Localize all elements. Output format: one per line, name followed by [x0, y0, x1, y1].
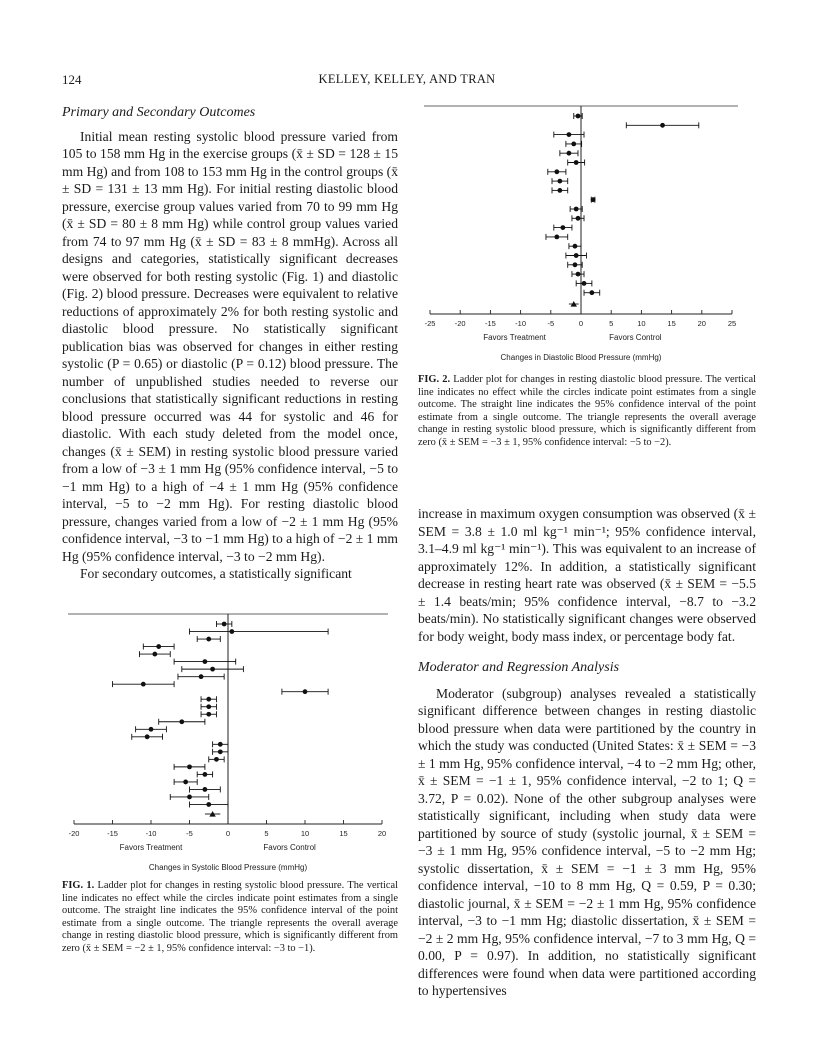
study-estimate [182, 666, 244, 672]
study-estimate [190, 801, 229, 807]
x-tick-label: -20 [454, 319, 466, 328]
point-estimate-dot [206, 697, 211, 702]
point-estimate-dot [218, 749, 223, 754]
study-estimate [174, 659, 236, 665]
study-estimate [216, 621, 231, 627]
section-heading-outcomes: Primary and Secondary Outcomes [62, 105, 256, 120]
study-estimate [201, 696, 216, 702]
point-estimate-dot [573, 262, 578, 267]
x-tick-label: 5 [609, 319, 614, 328]
figure-1-ladder-plot [62, 608, 398, 878]
study-estimate [626, 122, 698, 128]
study-estimate [566, 253, 587, 259]
study-estimate [178, 674, 224, 680]
study-estimate [132, 734, 163, 740]
point-estimate-dot [179, 719, 184, 724]
point-estimate-dot [206, 802, 211, 807]
point-estimate-dot [206, 704, 211, 709]
study-estimate [190, 629, 329, 635]
point-estimate-dot [206, 712, 211, 717]
point-estimate-dot [141, 682, 146, 687]
left-column [62, 104, 398, 583]
x-tick-label: -10 [515, 319, 527, 328]
study-estimate [159, 719, 205, 725]
study-estimate [197, 636, 220, 642]
point-estimate-dot [199, 674, 204, 679]
study-estimate [572, 215, 584, 221]
overall-average-estimate [569, 301, 579, 307]
overall-average-estimate [205, 811, 220, 817]
study-estimate [552, 178, 568, 184]
paragraph-primary-outcomes: Initial mean resting systolic blood pressure varied from 105 to 158 mm Hg in the exercise groups (x̄ ± SD = 128 ± 15 mm Hg) and from 108 to 153 mm Hg in the control groups (x̄ ± SD = 131 ± 13 mm Hg). For initial resting diastolic blood pressure, exercise group values varied from 70 to 99 mm Hg (x̄ ± SD = 80 ± 8 mm Hg) while control group values varied from 74 to 97 mm Hg (x̄ ± SD = 83 ± 8 mmHg). Across all designs and categories, statistically significant decreases were observed for both resting systolic (Fig. 1) and diastolic (Fig. 2) blood pressure. Decreases were equivalent to relative reductions of approximately 2% for both resting systolic and diastolic blood pressure. No statistically significant publication bias was observed for changes in either resting systolic (P = 0.65) or diastolic (P = 0.12) blood pressure. The number of unpublished studies needed to reverse our conclusions that statistically significant reductions in resting blood pressure occurred was 44 for systolic and 46 for diastolic. With each study deleted from the model once, changes (x̄ ± SEM) in resting systolic blood pressure varied from a low of −3 ± 1 mm Hg (95% confidence interval, −5 to −1 mm Hg) to a high of −4 ± 1 mm Hg (95% confidence interval, −5 to −2 mm Hg). For resting diastolic blood pressure, changes varied from a low of −2 ± 1 mm Hg (95% confidence interval, −3 to −1 mm Hg) to a high of −2 ± 1 mm Hg (95% confidence interval, −3 to −2 mm Hg). [62, 128, 398, 564]
x-tick-label: -20 [68, 829, 80, 838]
point-estimate-dot [183, 780, 188, 785]
study-estimate [584, 290, 600, 296]
figure-2-ladder-plot [418, 100, 756, 370]
study-estimate [201, 704, 216, 710]
study-estimate [170, 794, 209, 800]
x-tick-label: 15 [339, 829, 348, 838]
point-estimate-dot [557, 188, 562, 193]
point-estimate-dot [574, 160, 579, 165]
point-estimate-dot [206, 637, 211, 642]
study-estimate [174, 764, 205, 770]
point-estimate-dot [210, 667, 215, 672]
study-estimate [113, 681, 175, 687]
running-title: KELLEY, KELLEY, AND TRAN [318, 72, 496, 86]
point-estimate-dot [303, 689, 308, 694]
study-estimate [546, 234, 568, 240]
figure-1 [62, 608, 398, 956]
study-estimate [143, 644, 174, 650]
point-estimate-dot [573, 244, 578, 249]
point-estimate-dot [557, 179, 562, 184]
x-tick-label: 5 [264, 829, 269, 838]
x-tick-label: -5 [186, 829, 193, 838]
study-estimate [569, 243, 581, 249]
x-tick-label: -25 [424, 319, 436, 328]
study-estimate [576, 280, 592, 286]
study-estimate [190, 786, 221, 792]
figure-2 [418, 100, 756, 450]
x-tick-label: -15 [484, 319, 496, 328]
figure-2-caption-text: Ladder plot for changes in resting diastolic blood pressure. The vertical line indicates no effect while the circles indicate point estimates from a single outcome. The straight line indicates the 95% confidence interval of the point estimate from a single outcome. The triangle represents the overall average change in resting systolic blood pressure, which is significantly different from zero (x̄ ± SEM = −3 ± 1, 95% confidence interval: −5 to −2). [418, 374, 756, 448]
study-estimate [213, 749, 228, 755]
point-estimate-dot [145, 734, 150, 739]
x-tick-label: 10 [637, 319, 646, 328]
favors-control-label: Favors Control [263, 843, 316, 852]
x-tick-label: -10 [145, 829, 157, 838]
x-axis-label: Changes in Diastolic Blood Pressure (mmHg) [500, 353, 662, 362]
study-estimate [552, 187, 568, 193]
favors-treatment-label: Favors Treatment [483, 333, 546, 342]
point-estimate-dot [149, 727, 154, 732]
point-estimate-dot [187, 795, 192, 800]
x-tick-label: 20 [377, 829, 387, 838]
study-estimate [554, 225, 572, 231]
study-estimate [201, 711, 216, 717]
figure-1-caption-label: FIG. 1. [62, 880, 95, 891]
point-estimate-dot [218, 742, 223, 747]
study-estimate [560, 150, 578, 156]
study-estimate [209, 756, 224, 762]
point-estimate-dot [576, 216, 581, 221]
point-estimate-dot [229, 629, 234, 634]
point-estimate-dot [187, 764, 192, 769]
paragraph-secondary-outcomes: For secondary outcomes, a statistically significant [80, 566, 352, 581]
point-estimate-dot [582, 281, 587, 286]
point-estimate-dot [554, 235, 559, 240]
point-estimate-dot [214, 757, 219, 762]
point-estimate-dot [660, 123, 665, 128]
section-heading-moderator: Moderator and Regression Analysis [418, 660, 620, 675]
right-column [418, 505, 756, 1000]
point-estimate-dot [591, 197, 596, 202]
study-estimate [136, 726, 167, 732]
study-estimate [566, 141, 582, 147]
point-estimate-dot [567, 151, 572, 156]
point-estimate-dot [222, 622, 227, 627]
study-estimate [174, 779, 197, 785]
point-estimate-dot [203, 659, 208, 664]
point-estimate-dot [152, 652, 157, 657]
favors-treatment-label: Favors Treatment [119, 843, 183, 852]
running-header [62, 72, 752, 92]
figure-1-caption [62, 880, 398, 956]
study-estimate [197, 771, 212, 777]
figure-1-caption-text: Ladder plot for changes in resting systolic blood pressure. The vertical line indicates no effect while the circles indicate point estimates from a single outcome. The straight line indicates the 95% confidence interval of the point estimate from a single outcome. The triangle represents the overall average change in resting diastolic blood pressure, which is significantly different from zero (x̄ ± SEM = −2 ± 1, 95% confidence interval: −3 to −1). [62, 880, 398, 954]
point-estimate-dot [589, 290, 594, 295]
figure-2-caption-label: FIG. 2. [418, 374, 451, 385]
point-estimate-dot [554, 169, 559, 174]
study-estimate [570, 206, 582, 212]
study-estimate [591, 197, 596, 203]
x-tick-label: 25 [727, 319, 737, 328]
paragraph-secondary-outcomes-cont: increase in maximum oxygen consumption was observed (x̄ ± SEM = 3.8 ± 1.0 ml kg⁻¹ min⁻¹; 95% confidence interval, 3.1–4.9 ml kg⁻¹ min⁻¹). This was equivalent to an increase of approximately 12%. In addition, a statistically significant decrease in resting heart rate was observed (x̄ ± SEM = −5.5 ± 1.4 beats/min; 95% confidence interval, −8.7 to −3.2 beats/min). No statistically significant changes were observed for body weight, body mass index, or percentage body fat. [418, 506, 756, 644]
study-estimate [548, 169, 566, 175]
point-estimate-dot [574, 207, 579, 212]
point-estimate-dot [571, 142, 576, 147]
paragraph-moderator-analysis: Moderator (subgroup) analyses revealed a statistically significant difference between changes in resting diastolic blood pressure when data were partitioned by the country in which the study was conducted (United States: x̄ ± SEM = −3 ± 1 mm Hg, 95% confidence interval, −4 to −2 mm Hg; other, x̄ ± SEM = −1 ± 1, 95% confidence interval, −2 to 1; Q = 3.72, P = 0.02). None of the other subgroup analyses were statistically significant, including when study data were partitioned by source of study (systolic journal, x̄ ± SEM = −3 ± 1 mm Hg, 95% confidence interval, −5 to −2 mm Hg; systolic dissertation, x̄ ± SEM = −1 ± 3 mm Hg, 95% confidence interval, −10 to 8 mm Hg, Q = 0.59, P = 0.30; diastolic journal, x̄ ± SEM = −2 ± 1 mm Hg, 95% confidence interval, −3 to −1 mm Hg; diastolic dissertation, x̄ ± SEM = −2 ± 2 mm Hg, 95% confidence interval, −7 to 3 mm Hg, Q = 0.00, P = 0.97). In addition, no statistically significant differences were found when data were partitioned according to hypertensives [418, 685, 756, 998]
study-estimate [139, 651, 170, 657]
study-estimate [554, 132, 584, 138]
x-tick-label: 0 [578, 319, 584, 328]
point-estimate-dot [156, 644, 161, 649]
study-estimate [572, 271, 584, 277]
x-tick-label: 10 [300, 829, 310, 838]
x-tick-label: 15 [667, 319, 676, 328]
favors-control-label: Favors Control [609, 333, 662, 342]
figure-2-caption [418, 374, 756, 450]
study-estimate [568, 160, 585, 166]
x-tick-label: -5 [547, 319, 555, 328]
x-tick-label: -15 [107, 829, 118, 838]
study-estimate [282, 689, 328, 695]
point-estimate-dot [576, 272, 581, 277]
page-number: 124 [62, 72, 82, 87]
point-estimate-dot [576, 114, 581, 119]
x-tick-label: 0 [225, 829, 231, 838]
point-estimate-dot [203, 772, 208, 777]
point-estimate-dot [560, 225, 565, 230]
point-estimate-dot [567, 132, 572, 137]
point-estimate-dot [203, 787, 208, 792]
x-axis-label: Changes in Systolic Blood Pressure (mmHg) [148, 863, 308, 872]
study-estimate [213, 741, 228, 747]
point-estimate-dot [574, 253, 579, 258]
x-tick-label: 20 [697, 319, 706, 328]
study-estimate [568, 262, 582, 268]
